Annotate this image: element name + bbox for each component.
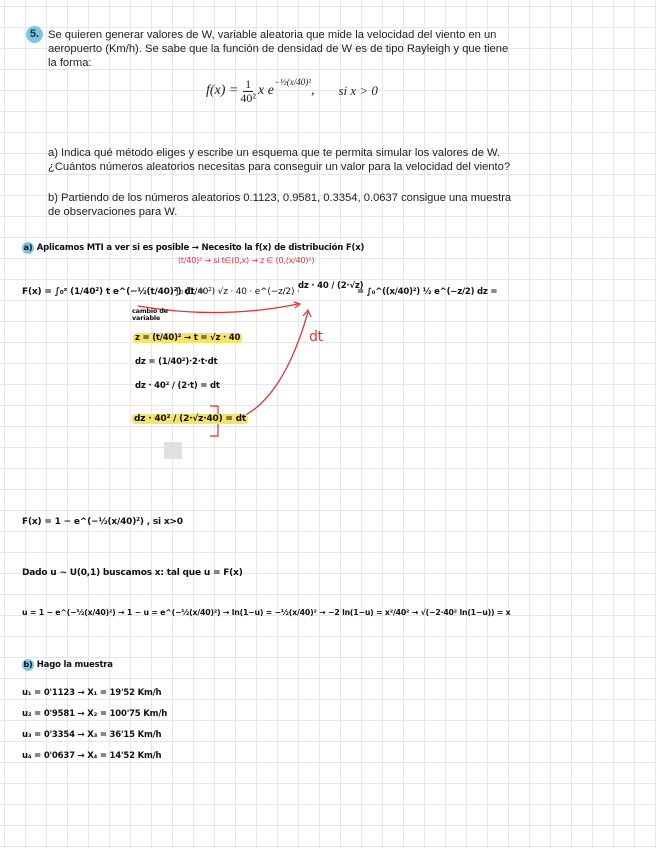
dado-line: Dado u ~ U(0,1) buscamos x: tal que u = F(x)	[22, 568, 243, 578]
step-4-text: dz · 40² / (2·√z·40) = dt	[134, 414, 247, 424]
step-4	[132, 414, 248, 424]
step-1-text: z = (t/40)² → t = √z · 40	[135, 333, 241, 343]
part-a-line-1: a) Indica qué método eliges y escribe un esquema que te permita simular los valores de W.	[48, 147, 501, 159]
problem-intro	[48, 28, 628, 70]
density-lhs: f(x) =	[206, 83, 239, 98]
integral-red-note: (t/40)² → si t∈(0,x) → z ∈ (0,(x/40)²)	[178, 256, 315, 265]
sample-row-3: u₃ = 0'3354 → X₃ = 36'15 Km/h	[22, 730, 162, 740]
problem-number-badge: 5.	[26, 26, 43, 43]
part-a-line-2: ¿Cuántos números aleatorios necesitas para conseguir un valor para la velocidad del viento?	[48, 161, 511, 173]
solution-a-heading: Aplicamos MTI a ver si es posible → Necesito la f(x) de distribución F(x)	[36, 243, 365, 253]
change-var-line-1: cambio de	[132, 307, 168, 315]
density-rhs: x e	[257, 83, 274, 98]
part-b-line-1: b) Partiendo de los números aleatorios 0.1123, 0.9581, 0.3354, 0.0637 consigue una muestra	[48, 192, 512, 204]
change-var-line-2: variable	[132, 314, 161, 322]
red-curve-arrow	[228, 312, 308, 422]
density-fraction	[240, 78, 256, 105]
solution-b-label: b)	[23, 660, 33, 669]
density-formula	[206, 74, 378, 108]
density-tail: ,	[310, 83, 315, 98]
density-frac-num: 1	[245, 76, 252, 91]
sample-list	[22, 683, 167, 767]
step-2: dz = (1/40²)·2·t·dt	[135, 357, 218, 367]
red-dt-label: dt	[309, 329, 323, 345]
integral-result: = ∫₀^((x/40)²) ½ e^(−z/2) dz =	[357, 287, 498, 297]
intro-line-2: aeropuerto (Km/h). Se sabe que la función de densidad de W es de tipo Rayleigh y que tiene	[48, 43, 509, 55]
part-b-line-2: de observaciones para W.	[48, 206, 178, 218]
solution-a-heading-row	[22, 242, 364, 254]
change-var-label	[132, 308, 168, 322]
gray-block	[164, 442, 182, 459]
integral-main: F(x) = ∫₀ˣ (1/40²) t e^(−½(t/40)²) dt =	[22, 287, 205, 297]
solution-b-heading: Hago la muestra	[36, 660, 113, 670]
density-frac-den: 40²	[240, 90, 256, 105]
cdf-result: F(x) = 1 − e^(−½(x/40)²) , si x>0	[22, 517, 183, 527]
step-1	[133, 333, 242, 343]
part-b-question	[48, 191, 638, 219]
integral-substituted: ∫₀ (1/40²) √z · 40 · e^(−z/2) ·	[175, 287, 300, 297]
solution-a-label: a)	[23, 243, 33, 252]
sample-row-2: u₂ = 0'9581 → X₂ = 100'75 Km/h	[22, 709, 168, 719]
intro-line-3: la forma:	[48, 57, 92, 69]
density-exponent: −½(x/40)²	[273, 77, 311, 87]
integral-fraction: dz · 40 / (2·√z)	[298, 281, 364, 291]
sample-row-1: u₁ = 0'1123 → X₁ = 19'52 Km/h	[22, 688, 162, 698]
inverse-chain: u = 1 − e^(−½(x/40)²) → 1 − u = e^(−½(x/40)²) → ln(1−u) = −½(x/40)² → −2 ln(1−u) = x²/40² → √(−2·40² ln(1−u)) = x	[22, 608, 511, 617]
intro-line-1: Se quieren generar valores de W, variable aleatoria que mide la velocidad del viento en un	[48, 29, 497, 41]
solution-b-heading-row	[22, 659, 113, 671]
part-a-question	[48, 146, 638, 174]
sample-row-4: u₄ = 0'0637 → X₄ = 14'52 Km/h	[22, 751, 162, 761]
density-condition: si x > 0	[338, 83, 378, 98]
step-3: dz · 40² / (2·t) = dt	[135, 381, 220, 391]
